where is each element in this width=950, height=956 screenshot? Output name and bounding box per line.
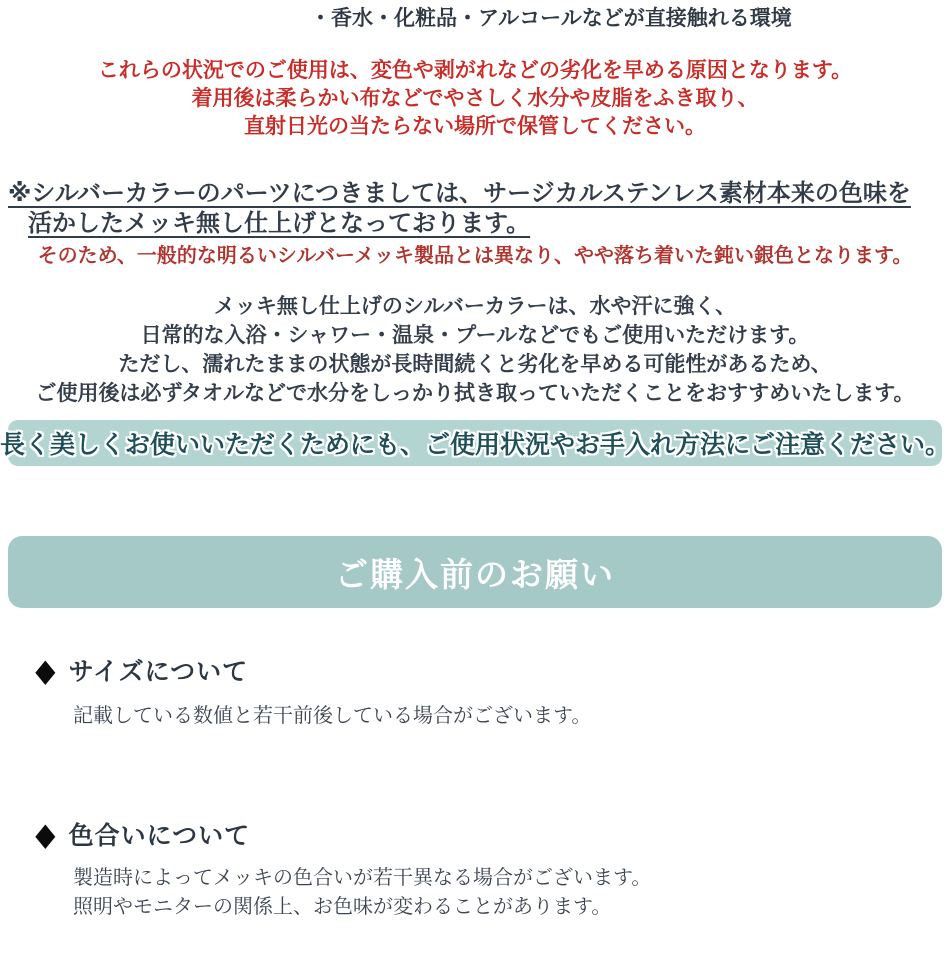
silver-note-underlined-line: ※シルバーカラーのパーツにつきましては、サージカルステンレス素材本来の色味を xyxy=(8,180,911,207)
color-note-heading-text: 色合いについて xyxy=(68,822,251,850)
silver-detail-line: ご使用後は必ずタオルなどで水分をしっかり拭き取っていただくことをおすすめいたします。 xyxy=(35,382,915,405)
product-care-page xyxy=(0,6,950,956)
pre-purchase-banner xyxy=(8,536,942,608)
color-note-body-line: 製造時によってメッキの色合いが若干異なる場合がございます。 xyxy=(73,867,652,889)
environment-bullet-item: ・香水・化粧品・アルコールなどが直接触れる環境 xyxy=(310,7,792,30)
silver-detail-line: メッキ無し仕上げのシルバーカラーは、水や汗に強く、 xyxy=(213,295,737,318)
care-notice-banner xyxy=(0,420,950,466)
warning-line: 直射日光の当たらない場所で保管してください。 xyxy=(244,115,706,138)
size-note-section xyxy=(33,652,950,731)
warning-line: 着用後は柔らかい布などでやさしく水分や皮脂をふき取り、 xyxy=(191,87,759,110)
size-note-heading xyxy=(33,652,950,688)
pre-purchase-banner-title: ご購入前のお願い xyxy=(335,555,615,593)
size-note-heading-text: サイズについて xyxy=(68,658,249,686)
silver-detail-block xyxy=(0,292,950,408)
silver-detail-line: ただし、濡れたままの状態が長時間続くと劣化を早める可能性があるため、 xyxy=(118,353,832,376)
silver-detail-line: 日常的な入浴・シャワー・温泉・プールなどでもご使用いただけます。 xyxy=(140,324,810,347)
care-notice-banner-text: 長く美しくお使いいただくためにも、ご使用状況やお手入れ方法にご注意ください。 xyxy=(0,431,950,459)
warning-line: これらの状況でのご使用は、変色や剥がれなどの劣化を早める原因となります。 xyxy=(97,59,853,82)
silver-note-heading xyxy=(0,179,950,239)
color-note-body-line: 照明やモニターの関係上、お色味が変わることがあります。 xyxy=(73,896,612,918)
size-note-body xyxy=(73,702,950,731)
care-warning-block xyxy=(0,57,950,141)
color-note-heading xyxy=(33,816,950,852)
silver-note-underlined-line: 活かしたメッキ無し仕上げとなっております。 xyxy=(28,210,531,237)
size-note-body-line: 記載している数値と若干前後している場合がございます。 xyxy=(73,705,592,727)
diamond-icon: ◆ xyxy=(35,816,56,852)
diamond-icon: ◆ xyxy=(35,652,56,688)
silver-note-red-line: そのため、一般的な明るいシルバーメッキ製品とは異なり、やや落ち着いた鈍い銀色となります。 xyxy=(37,245,913,267)
color-note-body xyxy=(73,864,950,922)
color-note-section xyxy=(33,816,950,922)
